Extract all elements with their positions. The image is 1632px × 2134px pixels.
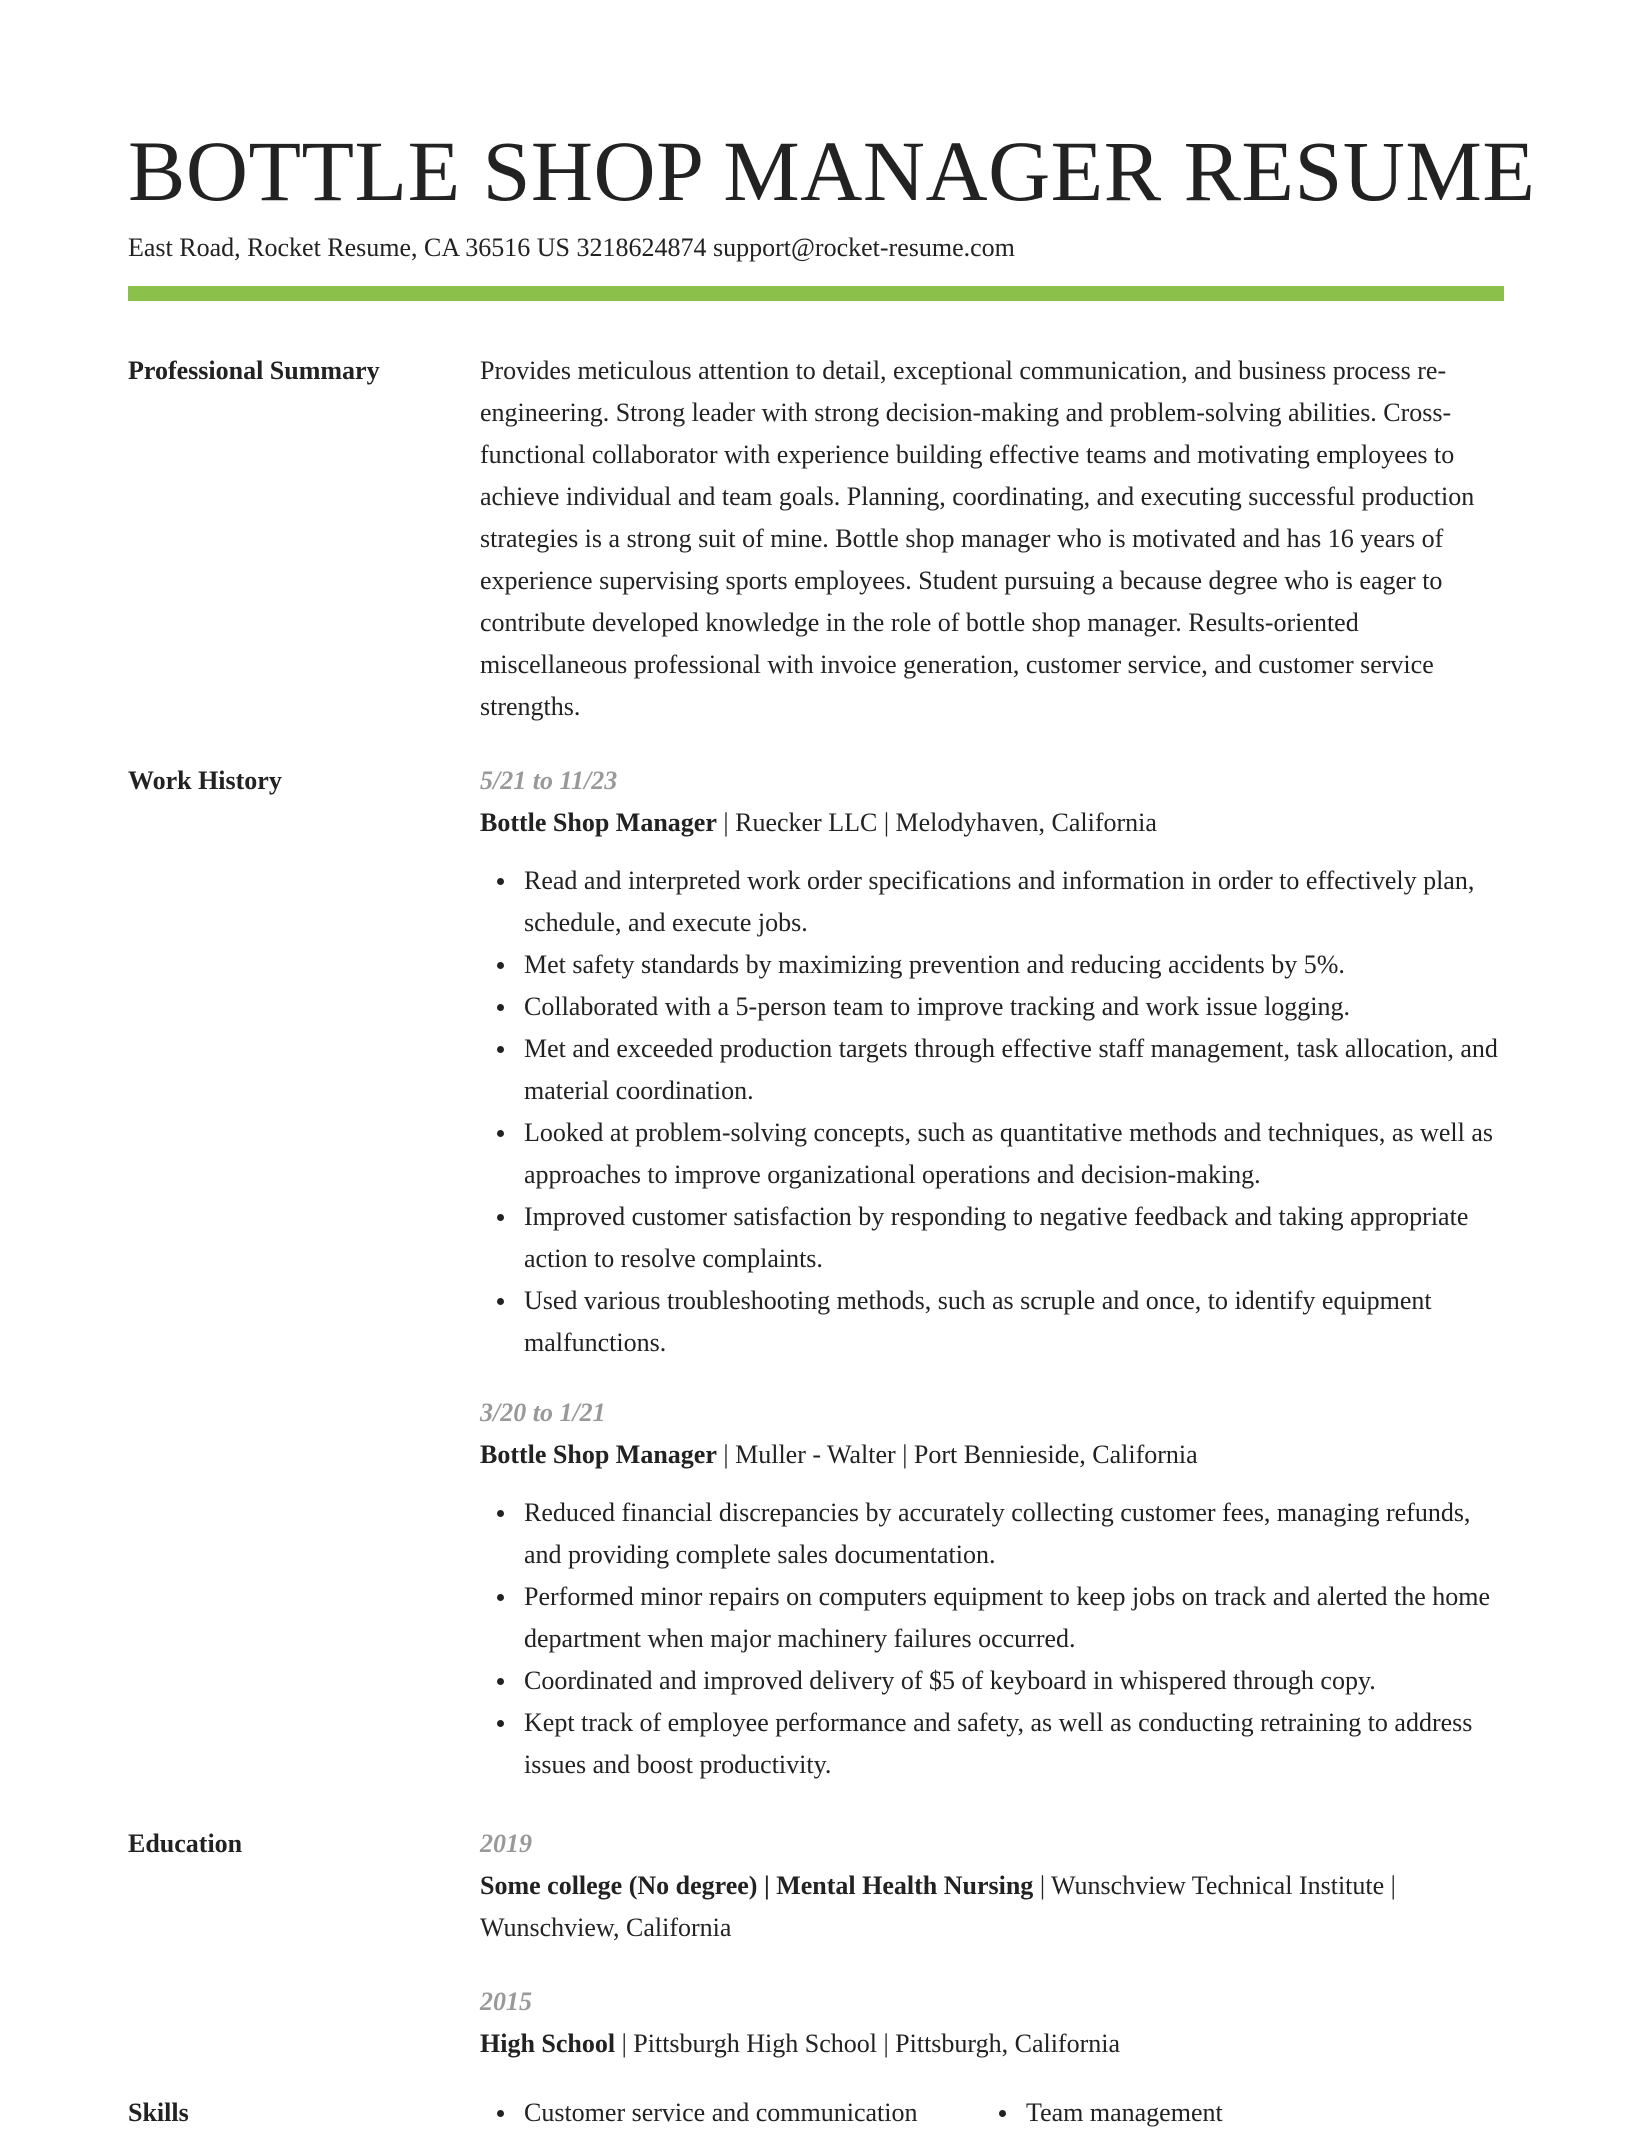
job-details: | Muller - Walter | Port Bennieside, California <box>716 1440 1198 1469</box>
education-year: 2015 <box>480 1987 532 2016</box>
skill-item: Customer service and communication <box>480 2092 918 2134</box>
job-bullet: Used various troubleshooting methods, such as scruple and once, to identify equipment malfunctions. <box>524 1280 1504 1364</box>
job-bullet: Collaborated with a 5-person team to improve tracking and work issue logging. <box>524 986 1504 1028</box>
job-bullet: Met safety standards by maximizing prevention and reducing accidents by 5%. <box>524 944 1504 986</box>
education-body <box>480 1823 1504 2065</box>
job-heading <box>480 1434 1504 1476</box>
job-bullet: Met and exceeded production targets through effective staff management, task allocation, and material coordination. <box>524 1028 1504 1112</box>
job-bullets <box>480 1492 1504 1786</box>
skill-item: Team management <box>982 2092 1223 2134</box>
education-entry <box>480 1981 1504 2065</box>
summary-body <box>480 350 1504 728</box>
job-bullet: Read and interpreted work order specifications and information in order to effectively plan, schedule, and execute jobs. <box>524 860 1504 944</box>
accent-divider <box>128 286 1504 301</box>
job-heading <box>480 802 1504 844</box>
job-entry <box>480 1392 1504 1786</box>
education-year: 2019 <box>480 1829 532 1858</box>
education-heading <box>480 2023 1504 2065</box>
job-bullet: Reduced financial discrepancies by accurately collecting customer fees, managing refunds, and providing complete sales documentation. <box>524 1492 1504 1576</box>
education-details: | Pittsburgh High School | Pittsburgh, California <box>615 2029 1121 2058</box>
job-entry <box>480 760 1504 1364</box>
education-degree: Some college (No degree) | Mental Health Nursing <box>480 1871 1034 1900</box>
job-dates: 3/20 to 1/21 <box>480 1398 606 1427</box>
job-bullet: Kept track of employee performance and safety, as well as conducting retraining to address issues and boost productivity. <box>524 1702 1504 1786</box>
work-history-body <box>480 760 1504 1786</box>
section-label-work-history: Work History <box>128 766 282 795</box>
contact-line: East Road, Rocket Resume, CA 36516 US 3218624874 support@rocket-resume.com <box>128 233 1015 262</box>
resume-title: BOTTLE SHOP MANAGER RESUME <box>128 123 1536 219</box>
job-bullet: Coordinated and improved delivery of $5 of keyboard in whispered through copy. <box>524 1660 1504 1702</box>
section-label-summary: Professional Summary <box>128 356 380 385</box>
section-label-education: Education <box>128 1829 243 1858</box>
job-bullet: Performed minor repairs on computers equipment to keep jobs on track and alerted the home department when major machinery failures occurred. <box>524 1576 1504 1660</box>
education-degree: High School <box>480 2029 616 2058</box>
job-bullet: Improved customer satisfaction by responding to negative feedback and taking appropriate action to resolve complaints. <box>524 1196 1504 1280</box>
job-bullet: Looked at problem-solving concepts, such as quantitative methods and techniques, as well as approaches to improve organizational operations and decision-making. <box>524 1112 1504 1196</box>
job-dates: 5/21 to 11/23 <box>480 766 618 795</box>
job-title: Bottle Shop Manager <box>480 1440 717 1469</box>
section-label-skills: Skills <box>128 2098 189 2127</box>
summary-text: Provides meticulous attention to detail, exceptional communication, and business process re-engineering. Strong leader with strong decision-making and problem-solving abilities. Cross-functional collaborator with experience building effective teams and motivating employees to achieve individual and team goals. Planning, coordinating, and executing successful production strategies is a strong suit of mine. Bottle shop manager who is motivated and has 16 years of experience supervising sports employees. Student pursuing a because degree who is eager to contribute developed knowledge in the role of bottle shop manager. Results-oriented miscellaneous professional with invoice generation, customer service, and customer service strengths. <box>480 356 1475 721</box>
job-bullets <box>480 860 1504 1364</box>
education-entry <box>480 1823 1504 1949</box>
education-heading <box>480 1865 1504 1949</box>
job-title: Bottle Shop Manager <box>480 808 717 837</box>
education-details: | Wunschview Technical Institute | Wunschview, California <box>480 1871 1396 1942</box>
job-details: | Ruecker LLC | Melodyhaven, California <box>716 808 1157 837</box>
